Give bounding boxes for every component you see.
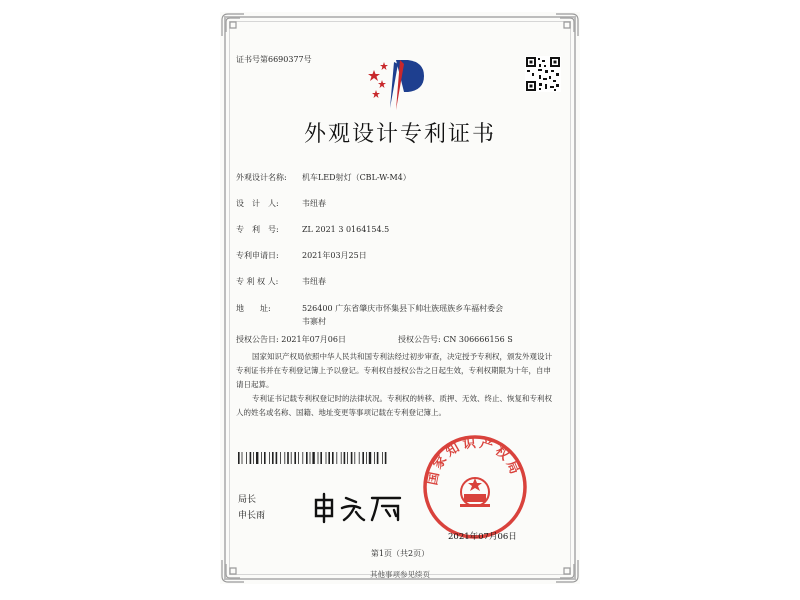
barcode-bar <box>291 452 292 464</box>
barcode-bar <box>351 452 353 464</box>
certificate-title: 外观设计专利证书 <box>303 122 496 147</box>
barcode-bar <box>341 452 342 464</box>
barcode-bar <box>332 452 334 464</box>
barcode-bar <box>253 452 254 464</box>
svg-text:国家知识产权局: 国家知识产权局 <box>425 435 524 487</box>
barcode-bar <box>366 452 367 464</box>
patent-certificate <box>220 12 580 584</box>
barcode-bar <box>246 452 247 464</box>
barcode-bar <box>362 452 364 464</box>
barcode-bar <box>326 452 327 464</box>
barcode-bar <box>347 452 348 464</box>
barcode-bar <box>320 452 322 464</box>
corner-ornament-icon <box>554 12 580 38</box>
barcode-bar <box>264 452 266 464</box>
barcode-bar <box>298 452 299 464</box>
barcode-bar <box>359 452 360 464</box>
barcode-bar <box>269 452 270 464</box>
barcode-bar <box>272 452 274 464</box>
barcode-bar <box>261 452 262 464</box>
barcode-bar <box>256 452 258 464</box>
barcode-bar <box>328 452 330 464</box>
director-label: 局长 <box>238 495 257 505</box>
director-name-label: 申长雨 <box>238 511 266 521</box>
barcode-bar <box>280 452 281 464</box>
barcode-bar <box>336 452 337 464</box>
barcode-bar <box>310 452 311 464</box>
barcode-bar <box>354 452 355 464</box>
barcode-bar <box>344 452 346 464</box>
official-seal-icon <box>420 432 530 542</box>
barcode-bar <box>377 452 379 464</box>
field-design-name: 外观设计名称: 机车LED射灯（CBL-W-M4） <box>236 173 411 182</box>
barcode-bar <box>306 452 308 464</box>
barcode-bar <box>382 452 383 464</box>
barcode-bar <box>242 452 243 464</box>
footer-note: 其他事项参见续页 <box>370 570 430 579</box>
barcode-icon <box>238 452 388 464</box>
barcode-bar <box>302 452 303 464</box>
qr-code-icon <box>525 56 561 92</box>
page-number: 第1页（共2页） <box>370 549 430 558</box>
certificate-number: 证书号第6690377号 <box>236 55 312 64</box>
legal-notice: 专利证书记载专利权登记时的法律状况。专利权的转移、质押、无效、终止、恢复和专利权人的姓名或名称、国籍、地址变更等事项记载在专利登记簿上。 <box>236 394 552 417</box>
field-application-date: 专利申请日: 2021年03月25日 <box>236 251 367 260</box>
seal-date: 2021年07月06日 <box>448 532 517 542</box>
barcode-bar <box>276 452 278 464</box>
barcode-bar <box>369 452 371 464</box>
barcode-bar <box>385 452 387 464</box>
field-patentee: 专 利 权 人: 韦纽春 <box>236 277 326 286</box>
barcode-bar <box>287 452 289 464</box>
director-signature <box>310 490 410 524</box>
corner-ornament-icon <box>220 12 246 38</box>
barcode-bar <box>294 452 296 464</box>
field-grant-date: 授权公告日: 2021年07月06日 <box>236 335 346 344</box>
field-grant-number: 授权公告号: CN 306666156 S <box>398 335 513 344</box>
barcode-bar <box>284 452 285 464</box>
barcode-bar <box>318 452 319 464</box>
field-address: 地 址: 526400 广东省肇庆市怀集县下帅壮族瑶族乡车福村委会 <box>236 304 504 313</box>
barcode-bar <box>374 452 375 464</box>
cnipa-logo-icon <box>366 56 430 112</box>
barcode-bar <box>312 452 314 464</box>
barcode-bar <box>250 452 252 464</box>
field-designer: 设 计 人: 韦纽春 <box>236 199 326 208</box>
field-patent-number: 专 利 号: ZL 2021 3 0164154.5 <box>236 225 390 234</box>
grant-statement: 国家知识产权局依照中华人民共和国专利法经过初步审查，决定授予专利权，颁发外观设计专利证书并在专利登记簿上予以登记。专利权自授权公告之日起生效，专利权期限为十年，自申请日起算。 <box>236 352 552 389</box>
field-address-line2: 韦寨村 <box>302 317 326 326</box>
barcode-bar <box>238 452 240 464</box>
